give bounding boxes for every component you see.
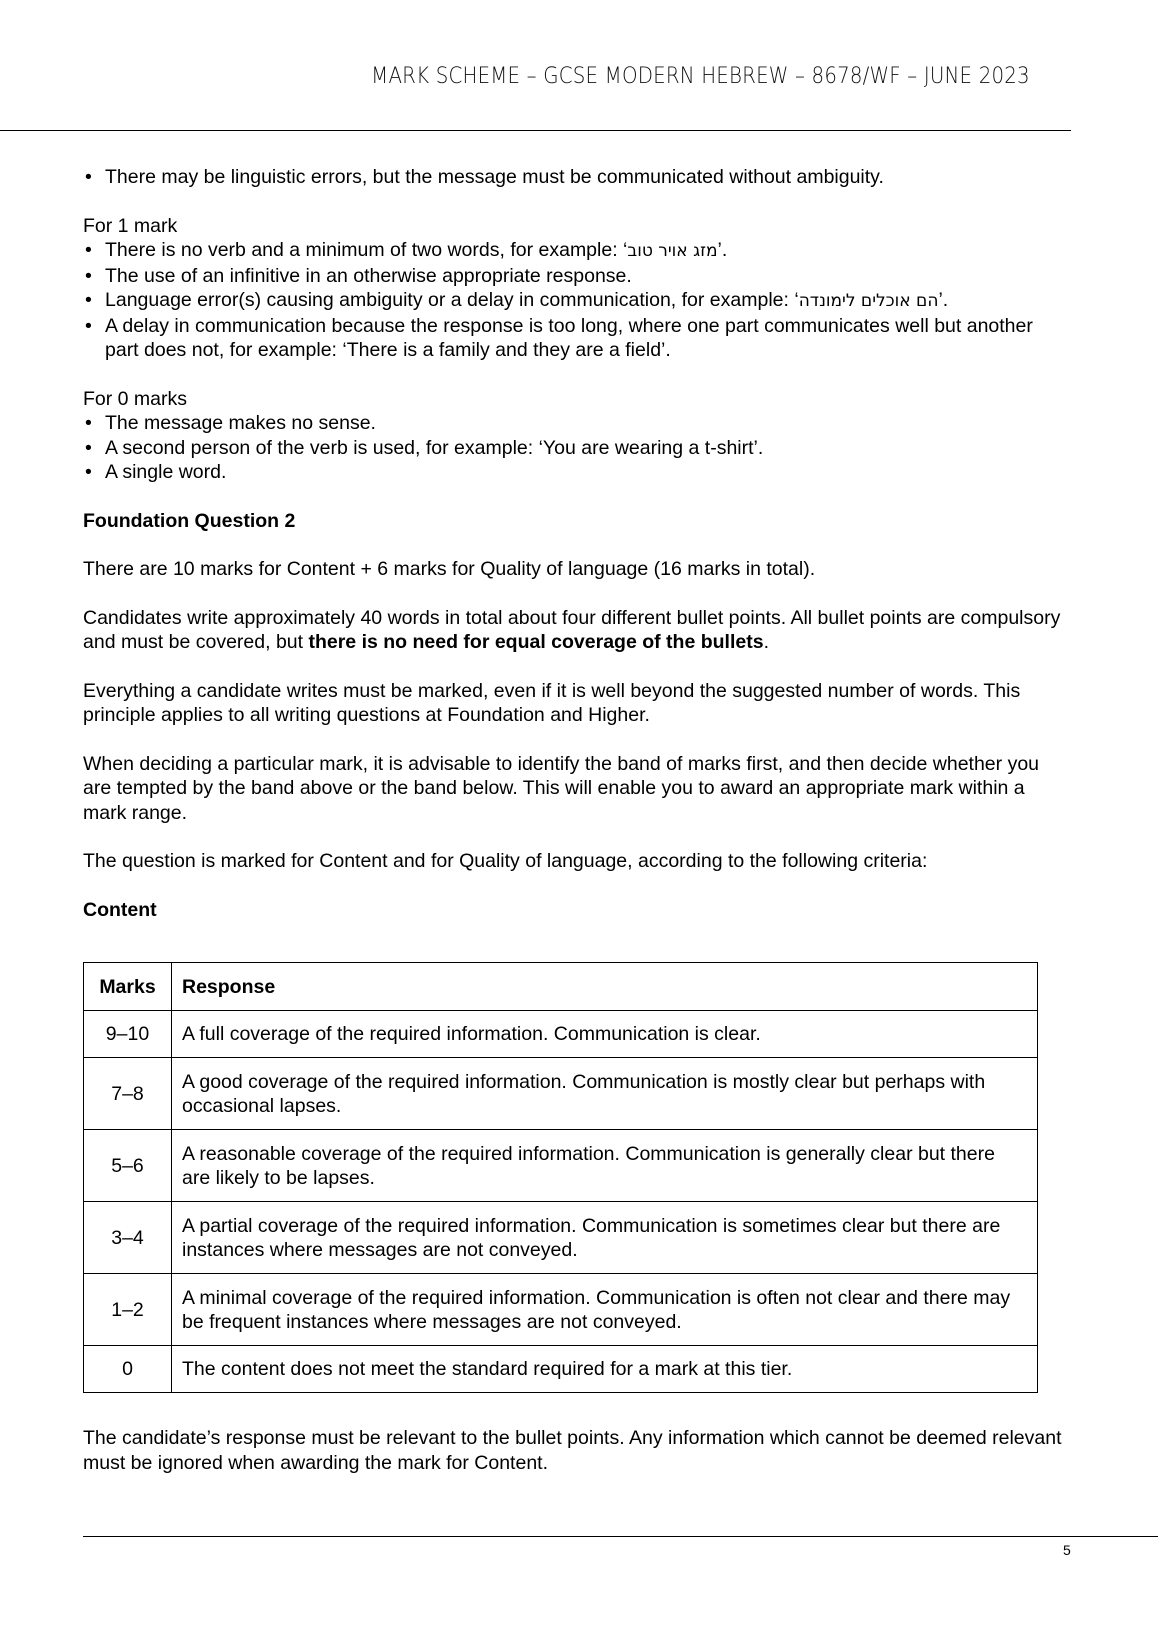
bullet-text: A delay in communication because the response is too long, where one part communicates well but another part does not, for example: ‘There is a family and they are a field’. <box>105 314 1033 361</box>
list-item: • The message makes no sense. <box>83 411 1063 436</box>
bullet-text-end: ’. <box>938 289 949 311</box>
paragraph-relevance: The candidate’s response must be relevant to the bullet points. Any information which cannot be deemed relevant must be ignored when awarding the mark for Content. <box>83 1427 1062 1474</box>
zero-marks-heading: For 0 marks <box>83 387 188 410</box>
paragraph-marks-total: There are 10 marks for Content + 6 marks for Quality of language (16 marks in total). <box>83 558 816 580</box>
footer-rule <box>83 1536 1158 1537</box>
paragraph-deciding-mark: When deciding a particular mark, it is advisable to identify the band of marks first, and then decide whether you are tempted by the band above or the band below. This will enable you to award an appropriate mark within a mark range. <box>83 752 1040 824</box>
list-item <box>83 314 1063 363</box>
list-item: • A single word. <box>83 460 1063 485</box>
paragraph-everything-marked: Everything a candidate writes must be marked, even if it is well beyond the suggested number of words. This principle applies to all writing questions at Foundation and Higher. <box>83 679 1021 726</box>
one-mark-heading: For 1 mark <box>83 214 178 237</box>
table-row <box>84 1058 1038 1130</box>
list-item <box>83 238 1063 264</box>
list-item <box>83 288 1063 314</box>
paragraph-criteria: The question is marked for Content and for Quality of language, according to the following criteria: <box>83 850 928 872</box>
content-marks-table <box>83 962 1038 1393</box>
marks-cell: 7–8 <box>84 1058 172 1130</box>
emphasis-text: there is no need for equal coverage of the bullets <box>308 631 764 653</box>
main-content <box>83 165 1063 922</box>
paragraph-text-end: . <box>763 631 769 653</box>
section-heading: Foundation Question 2 <box>83 509 296 532</box>
response-cell: A partial coverage of the required information. Communication is sometimes clear but there are instances where messages are not conveyed. <box>172 1202 1038 1274</box>
paragraph-candidates-write <box>83 606 1063 655</box>
list-item <box>83 264 1063 289</box>
marks-cell: 0 <box>84 1346 172 1393</box>
bullet-text-end: ’. <box>717 239 728 261</box>
paragraph-text: Candidates write approximately 40 words in total about four different bullet points. All bullet points are compulsory and must be covered, but <box>83 606 1061 653</box>
response-cell: A full coverage of the required information. Communication is clear. <box>172 1011 1038 1058</box>
bullet-text: Language error(s) causing ambiguity or a delay in communication, for example: ‘ <box>105 289 799 311</box>
one-mark-bullet-list <box>83 238 1063 363</box>
response-cell: A good coverage of the required information. Communication is mostly clear but perhaps with occasional lapses. <box>172 1058 1038 1130</box>
response-cell: A reasonable coverage of the required information. Communication is generally clear but there are likely to be lapses. <box>172 1130 1038 1202</box>
table-row <box>84 1011 1038 1058</box>
table-header-row <box>84 963 1038 1011</box>
table-row <box>84 1346 1038 1393</box>
marks-cell: 1–2 <box>84 1274 172 1346</box>
zero-marks-bullet-list <box>83 411 1063 485</box>
list-item: • There may be linguistic errors, but the message must be communicated without ambiguity. <box>83 165 1063 190</box>
hebrew-example: הם אוכלים לימונדה <box>798 291 939 311</box>
page-number: 5 <box>1063 1542 1071 1558</box>
marks-cell: 5–6 <box>84 1130 172 1202</box>
content-heading: Content <box>83 898 157 921</box>
bullet-text: The use of an infinitive in an otherwise appropriate response. <box>105 264 632 287</box>
bullet-text: There is no verb and a minimum of two words, for example: ‘ <box>105 239 628 261</box>
table-row <box>84 1130 1038 1202</box>
marks-cell: 9–10 <box>84 1011 172 1058</box>
list-item: • A second person of the verb is used, for example: ‘You are wearing a t-shirt’. <box>83 436 1063 461</box>
column-header-marks: Marks <box>84 963 172 1011</box>
marks-cell: 3–4 <box>84 1202 172 1274</box>
hebrew-example: מזג אויר טוב <box>627 241 718 261</box>
response-cell: A minimal coverage of the required information. Communication is often not clear and there may be frequent instances where messages are not conveyed. <box>172 1274 1038 1346</box>
table-row <box>84 1202 1038 1274</box>
column-header-response: Response <box>172 963 1038 1011</box>
response-cell: The content does not meet the standard required for a mark at this tier. <box>172 1346 1038 1393</box>
header-rule <box>0 130 1071 131</box>
table-row <box>84 1274 1038 1346</box>
intro-bullet-list <box>83 165 1063 190</box>
page-header-title: MARK SCHEME – GCSE MODERN HEBREW – 8678/WF – JUNE 2023 <box>371 64 1030 89</box>
